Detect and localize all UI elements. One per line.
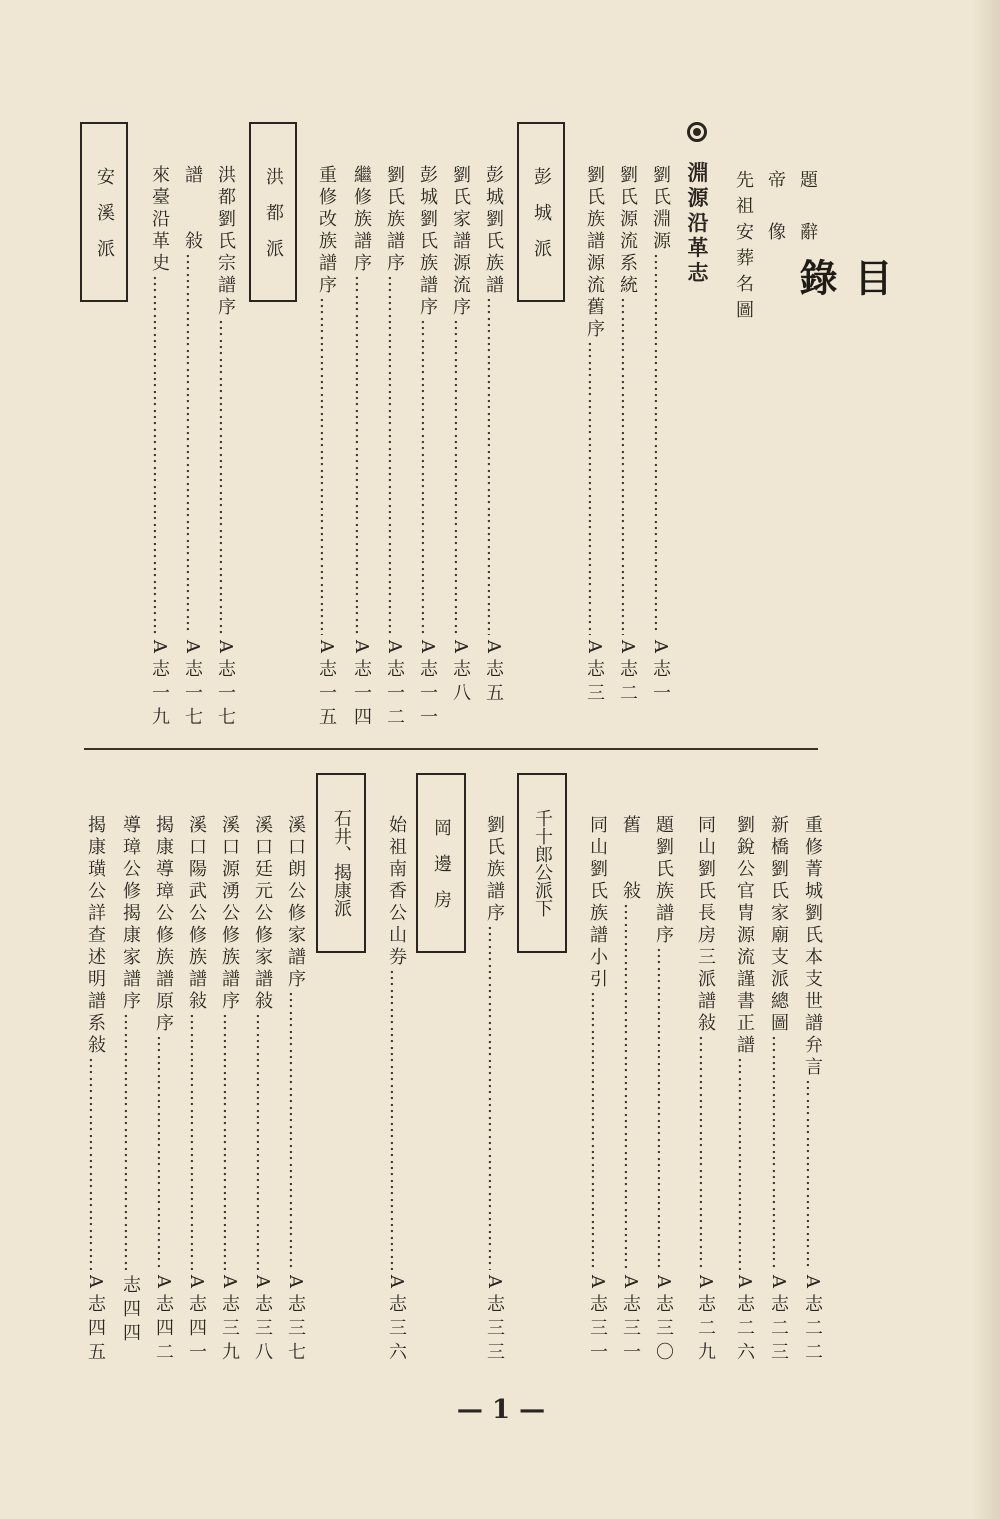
bullet-icon — [687, 122, 707, 142]
toc-entry-label: 彭城劉氏族譜 …………………………………………………………………………………………………… — [478, 165, 508, 635]
toc-entry-page: A志二二 — [802, 1275, 823, 1366]
toc-entry-page: A志三六 — [386, 1275, 407, 1366]
toc-entry-label: 溪口源湧公修族譜序 …………………………………………………………………………………………………… — [214, 815, 244, 1270]
section-heading-main — [680, 122, 714, 286]
toc-entry-label: 題劉氏族譜序 …………………………………………………………………………………………………… — [648, 815, 678, 1270]
toc-entry-page: A志一 — [650, 640, 671, 707]
toc-entry-page: A志三〇 — [653, 1275, 674, 1366]
toc-entry-page: A志一一 — [417, 640, 438, 731]
toc-entry-label: 譜 敍 …………………………………………………………………………………………………… — [177, 165, 207, 635]
toc-entry-page: A志三八 — [252, 1275, 273, 1366]
toc-entry-page: A志三一 — [620, 1275, 641, 1366]
section-divider — [84, 748, 818, 750]
toc-entry-page: A志三一 — [587, 1275, 608, 1366]
section-box — [517, 773, 567, 953]
toc-entry-label: 重修菁城劉氏本支世譜弁言 …………………………………………………………………………………………………… — [797, 815, 827, 1270]
toc-entry-label: 新橋劉氏家廟支派總圖 …………………………………………………………………………………………………… — [763, 815, 793, 1270]
toc-entry-label: 劉氏族譜源流舊序 …………………………………………………………………………………………………… — [579, 165, 609, 635]
toc-entry-label: 溪口陽武公修族譜敍 …………………………………………………………………………………………………… — [181, 815, 211, 1270]
toc-entry-page: A志三 — [584, 640, 605, 707]
toc-entry-page: A志一五 — [316, 640, 337, 731]
section-box-label: 洪 都 派 — [263, 167, 284, 257]
section-box — [249, 122, 297, 302]
toc-entry-page: A志四二 — [153, 1275, 174, 1366]
toc-entry-label: 彭城劉氏族譜序 …………………………………………………………………………………………………… — [412, 165, 442, 635]
toc-entry-page: A志一四 — [351, 640, 372, 731]
toc-entry-label: 劉氏家譜源流序 …………………………………………………………………………………………………… — [445, 165, 475, 635]
page-number: — 1 — — [456, 1395, 546, 1425]
toc-entry-label: 先祖安葬名圖 — [733, 170, 754, 326]
section-box — [517, 122, 565, 302]
toc-entry-label: 繼修族譜序 …………………………………………………………………………………………………… — [346, 165, 376, 635]
page-edge-shadow — [972, 0, 1000, 1519]
toc-entry-label: 劉銳公官冑源流謹書正譜 …………………………………………………………………………………………………… — [729, 815, 759, 1270]
section-heading-text: 淵源沿革志 — [685, 161, 710, 287]
toc-entry-page: A志二九 — [695, 1275, 716, 1366]
section-box-label: 岡 邊 房 — [431, 818, 452, 908]
toc-entry-label: 導璋公修揭康家譜序 …………………………………………………………………………………………………… — [115, 815, 145, 1270]
page-title: 目 錄 — [793, 258, 893, 366]
toc-entry-label: 舊 敍 …………………………………………………………………………………………………… — [615, 815, 645, 1270]
toc-entry-label: 來臺沿革史 …………………………………………………………………………………………………… — [144, 165, 174, 635]
section-box-label: 千十郎公派下 — [532, 809, 553, 917]
toc-entry-label: 重修改族譜序 …………………………………………………………………………………………………… — [311, 165, 341, 635]
toc-entry-page: A志一二 — [384, 640, 405, 731]
toc-entry-page: A志八 — [450, 640, 471, 707]
toc-entry-label: 劉氏源流系統 …………………………………………………………………………………………………… — [612, 165, 642, 635]
toc-entry-label: 始祖南香公山券 …………………………………………………………………………………………………… — [381, 815, 411, 1270]
section-box-label: 安 溪 派 — [94, 167, 115, 257]
toc-entry-label: 洪都劉氏宗譜序 …………………………………………………………………………………………………… — [210, 165, 240, 635]
toc-entry-label: 題 辭 — [797, 170, 818, 248]
toc-entry-page: A志二六 — [734, 1275, 755, 1366]
toc-entry-label: 帝 像 — [765, 170, 786, 248]
section-box — [316, 773, 366, 953]
toc-entry-page: A志五 — [483, 640, 504, 707]
toc-entry-page: A志三三 — [484, 1275, 505, 1366]
toc-entry-page: A志二三 — [768, 1275, 789, 1366]
toc-entry-page: A志四一 — [186, 1275, 207, 1366]
section-box-label: 彭 城 派 — [531, 167, 552, 257]
section-box — [80, 122, 128, 302]
toc-entry-page: A志四五 — [85, 1275, 106, 1366]
section-box-label: 石井、揭康派 — [331, 809, 352, 917]
toc-entry-label: 劉氏淵源 …………………………………………………………………………………………………… — [645, 165, 675, 635]
toc-entry-label: 溪口廷元公修家譜敍 …………………………………………………………………………………………………… — [247, 815, 277, 1270]
toc-entry-page: A志一七 — [215, 640, 236, 731]
toc-entry-page: A志三九 — [219, 1275, 240, 1366]
toc-entry-label: 同山劉氏長房三派譜敍 …………………………………………………………………………………………………… — [690, 815, 720, 1270]
toc-entry-page: 志四四 — [120, 1275, 141, 1347]
toc-entry-page: A志一九 — [149, 640, 170, 731]
toc-entry-label: 同山劉氏族譜小引 …………………………………………………………………………………………………… — [582, 815, 612, 1270]
toc-entry-label: 溪口朗公修家譜序 …………………………………………………………………………………………………… — [280, 815, 310, 1270]
toc-entry-label: 揭康璜公詳查述明譜系敍 …………………………………………………………………………………………………… — [80, 815, 110, 1270]
toc-entry-page: A志一七 — [182, 640, 203, 731]
section-box — [416, 773, 466, 953]
toc-entry-label: 揭康導璋公修族譜原序 …………………………………………………………………………………………………… — [148, 815, 178, 1270]
toc-entry-page: A志三七 — [285, 1275, 306, 1366]
toc-entry-label: 劉氏族譜序 …………………………………………………………………………………………………… — [479, 815, 509, 1270]
toc-entry-label: 劉氏族譜序 …………………………………………………………………………………………………… — [379, 165, 409, 635]
toc-entry-page: A志二 — [617, 640, 638, 707]
